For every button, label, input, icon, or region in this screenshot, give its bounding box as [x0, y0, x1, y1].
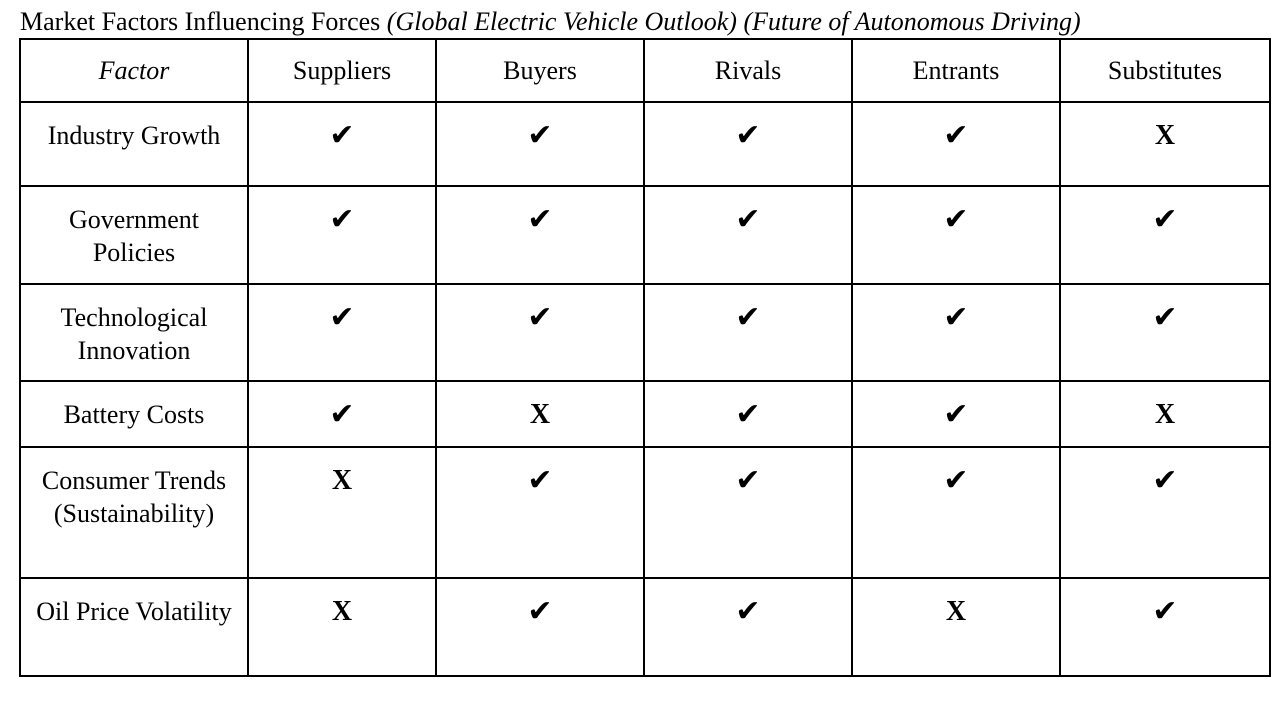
checkmark-icon: ✔ — [1152, 300, 1178, 335]
table-cell — [248, 447, 436, 578]
table-cell — [436, 284, 644, 381]
checkmark-icon: ✔ — [527, 594, 553, 629]
checkmark-icon: ✔ — [329, 118, 355, 153]
row-factor-label: Oil Price Volatility — [20, 578, 248, 676]
table-cell — [248, 102, 436, 186]
table-cell — [248, 578, 436, 676]
row-factor-label: Technological Innovation — [20, 284, 248, 381]
checkmark-icon: ✔ — [735, 397, 761, 432]
checkmark-icon: ✔ — [735, 594, 761, 629]
table-cell — [1060, 381, 1270, 447]
table-cell — [436, 447, 644, 578]
checkmark-icon: ✔ — [943, 397, 969, 432]
caption-subtitle-2: (Future of Autonomous Driving) — [743, 7, 1081, 36]
checkmark-icon: ✔ — [329, 300, 355, 335]
table-cell — [644, 447, 852, 578]
checkmark-icon: ✔ — [527, 463, 553, 498]
cross-icon: X — [1154, 399, 1176, 430]
checkmark-icon: ✔ — [329, 202, 355, 237]
table-row — [20, 102, 1270, 186]
table-cell — [1060, 284, 1270, 381]
cross-icon: X — [331, 596, 353, 627]
table-cell — [1060, 578, 1270, 676]
table-cell — [852, 102, 1060, 186]
checkmark-icon: ✔ — [943, 118, 969, 153]
table-row — [20, 578, 1270, 676]
checkmark-icon: ✔ — [735, 118, 761, 153]
cross-icon: X — [945, 596, 967, 627]
column-header-factor: Factor — [20, 39, 248, 102]
table-row — [20, 284, 1270, 381]
checkmark-icon: ✔ — [527, 202, 553, 237]
row-factor-label: Battery Costs — [20, 381, 248, 447]
checkmark-icon: ✔ — [735, 463, 761, 498]
table-cell — [436, 381, 644, 447]
table-row — [20, 186, 1270, 284]
checkmark-icon: ✔ — [329, 397, 355, 432]
table-cell — [1060, 447, 1270, 578]
table-cell — [644, 578, 852, 676]
checkmark-icon: ✔ — [1152, 594, 1178, 629]
table-cell — [644, 381, 852, 447]
cross-icon: X — [1154, 120, 1176, 151]
table-cell — [644, 284, 852, 381]
table-cell — [852, 381, 1060, 447]
column-header-substitutes: Substitutes — [1060, 39, 1270, 102]
table-cell — [1060, 186, 1270, 284]
caption-title: Market Factors Influencing Forces — [20, 7, 381, 36]
caption-subtitle-1: (Global Electric Vehicle Outlook) — [386, 7, 737, 36]
header-row — [20, 39, 1270, 102]
row-factor-label: Government Policies — [20, 186, 248, 284]
column-header-suppliers: Suppliers — [248, 39, 436, 102]
checkmark-icon: ✔ — [943, 300, 969, 335]
table-cell — [644, 186, 852, 284]
checkmark-icon: ✔ — [943, 463, 969, 498]
checkmark-icon: ✔ — [735, 300, 761, 335]
checkmark-icon: ✔ — [943, 202, 969, 237]
table-cell — [852, 186, 1060, 284]
checkmark-icon: ✔ — [527, 118, 553, 153]
market-factors-table — [19, 38, 1271, 677]
table-caption — [20, 5, 1081, 39]
table-cell — [852, 284, 1060, 381]
row-factor-label: Consumer Trends (Sustainability) — [20, 447, 248, 578]
row-factor-label: Industry Growth — [20, 102, 248, 186]
table-cell — [852, 447, 1060, 578]
column-header-entrants: Entrants — [852, 39, 1060, 102]
column-header-rivals: Rivals — [644, 39, 852, 102]
table-row — [20, 447, 1270, 578]
table-cell — [1060, 102, 1270, 186]
table-row — [20, 381, 1270, 447]
table-cell — [436, 186, 644, 284]
column-header-buyers: Buyers — [436, 39, 644, 102]
table-cell — [248, 284, 436, 381]
table-cell — [644, 102, 852, 186]
checkmark-icon: ✔ — [1152, 463, 1178, 498]
checkmark-icon: ✔ — [735, 202, 761, 237]
table-cell — [436, 102, 644, 186]
table-cell — [248, 381, 436, 447]
cross-icon: X — [529, 399, 551, 430]
checkmark-icon: ✔ — [1152, 202, 1178, 237]
checkmark-icon: ✔ — [527, 300, 553, 335]
table-cell — [436, 578, 644, 676]
table-cell — [248, 186, 436, 284]
cross-icon: X — [331, 465, 353, 496]
table-cell — [852, 578, 1060, 676]
